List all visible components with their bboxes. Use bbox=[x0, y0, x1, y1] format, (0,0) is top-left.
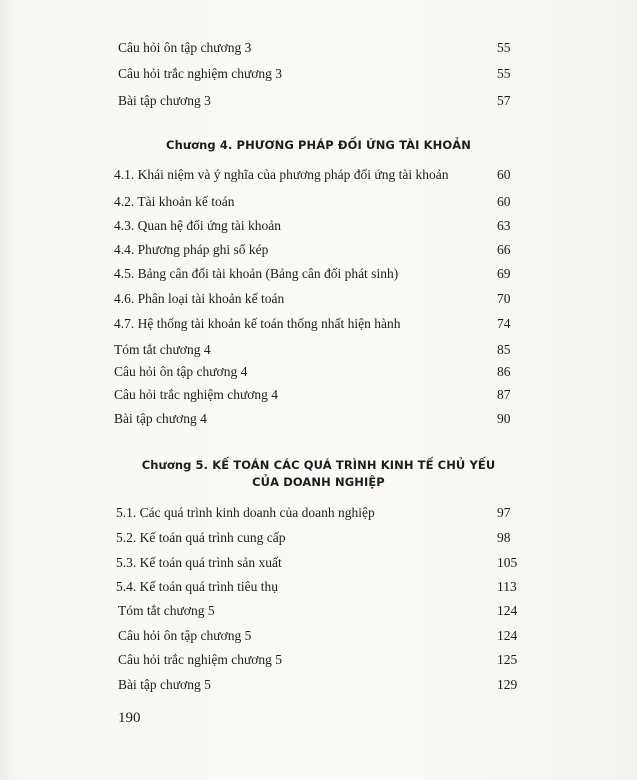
toc-entry-page: 86 bbox=[497, 364, 511, 379]
chapter-heading: Chương 4. PHƯƠNG PHÁP ĐỐI ỨNG TÀI KHOẢN bbox=[166, 138, 471, 152]
toc-entry-page: 129 bbox=[497, 677, 518, 692]
toc-entry-page: 60 bbox=[497, 194, 511, 209]
toc-entry-title: Câu hỏi ôn tập chương 4 bbox=[114, 364, 248, 379]
toc-entry-title: 4.6. Phân loại tài khoản kế toán bbox=[114, 291, 285, 306]
toc-entry-page: 70 bbox=[497, 291, 511, 306]
toc-entry-title: 4.4. Phương pháp ghi sổ kép bbox=[114, 242, 269, 257]
toc-entry-title: 5.1. Các quá trình kinh doanh của doanh nghiệp bbox=[116, 505, 375, 520]
toc-entry-page: 66 bbox=[497, 242, 511, 257]
toc-entry-page: 57 bbox=[497, 93, 511, 108]
toc-entry-title: Tóm tắt chương 4 bbox=[114, 342, 211, 357]
toc-entry-title: 5.3. Kế toán quá trình sản xuất bbox=[116, 555, 282, 570]
toc-entry-title: 5.4. Kế toán quá trình tiêu thụ bbox=[116, 579, 278, 594]
toc-entry-page: 87 bbox=[497, 387, 511, 402]
toc-entry-title: Câu hỏi ôn tập chương 5 bbox=[118, 628, 252, 643]
toc-entry-page: 124 bbox=[497, 628, 518, 643]
toc-entry-title: Bài tập chương 4 bbox=[114, 411, 207, 426]
toc-entry-title: 4.2. Tài khoản kế toán bbox=[114, 194, 235, 209]
toc-entry-page: 55 bbox=[497, 66, 511, 81]
toc-entry-title: Bài tập chương 5 bbox=[118, 677, 211, 692]
toc-entry-title: 4.1. Khái niệm và ý nghĩa của phương pháp đối ứng tài khoản bbox=[114, 167, 449, 182]
toc-entry-page: 90 bbox=[497, 411, 511, 426]
toc-entry-title: Câu hỏi trắc nghiệm chương 5 bbox=[118, 652, 283, 667]
page-number: 190 bbox=[118, 710, 141, 726]
toc-entry-title: 4.7. Hệ thống tài khoản kế toán thống nhất hiện hành bbox=[114, 316, 401, 331]
toc-entry-page: 105 bbox=[497, 555, 518, 570]
toc-entry-page: 60 bbox=[497, 167, 511, 182]
toc-entry-title: Câu hỏi trắc nghiệm chương 3 bbox=[118, 66, 283, 81]
toc-entry-title: Tóm tắt chương 5 bbox=[118, 603, 215, 618]
toc-entry-page: 98 bbox=[497, 530, 511, 545]
toc-entry-title: 4.3. Quan hệ đối ứng tài khoản bbox=[114, 218, 282, 233]
toc-entry-title: Câu hỏi trắc nghiệm chương 4 bbox=[114, 387, 279, 402]
toc-entry-page: 97 bbox=[497, 505, 511, 520]
toc-entry-page: 85 bbox=[497, 342, 511, 357]
toc-entry-title: Câu hỏi ôn tập chương 3 bbox=[118, 40, 252, 55]
toc-entry-title: Bài tập chương 3 bbox=[118, 93, 211, 108]
toc-entry-title: 4.5. Bảng cân đối tài khoản (Bảng cân đối phát sinh) bbox=[114, 266, 399, 281]
toc-entry-page: 63 bbox=[497, 218, 511, 233]
toc-entry-title: 5.2. Kế toán quá trình cung cấp bbox=[116, 530, 286, 545]
chapter-heading: Chương 5. KẾ TOÁN CÁC QUÁ TRÌNH KINH TẾ CHỦ YẾU bbox=[141, 458, 496, 472]
toc-entry-page: 113 bbox=[497, 579, 517, 594]
toc-entry-page: 74 bbox=[497, 316, 511, 331]
toc-entry-page: 124 bbox=[497, 603, 518, 618]
chapter-heading-subline: CỦA DOANH NGHIỆP bbox=[252, 475, 385, 489]
toc-entry-page: 125 bbox=[497, 652, 518, 667]
toc-entry-page: 69 bbox=[497, 266, 511, 281]
toc-entry-page: 55 bbox=[497, 40, 511, 55]
